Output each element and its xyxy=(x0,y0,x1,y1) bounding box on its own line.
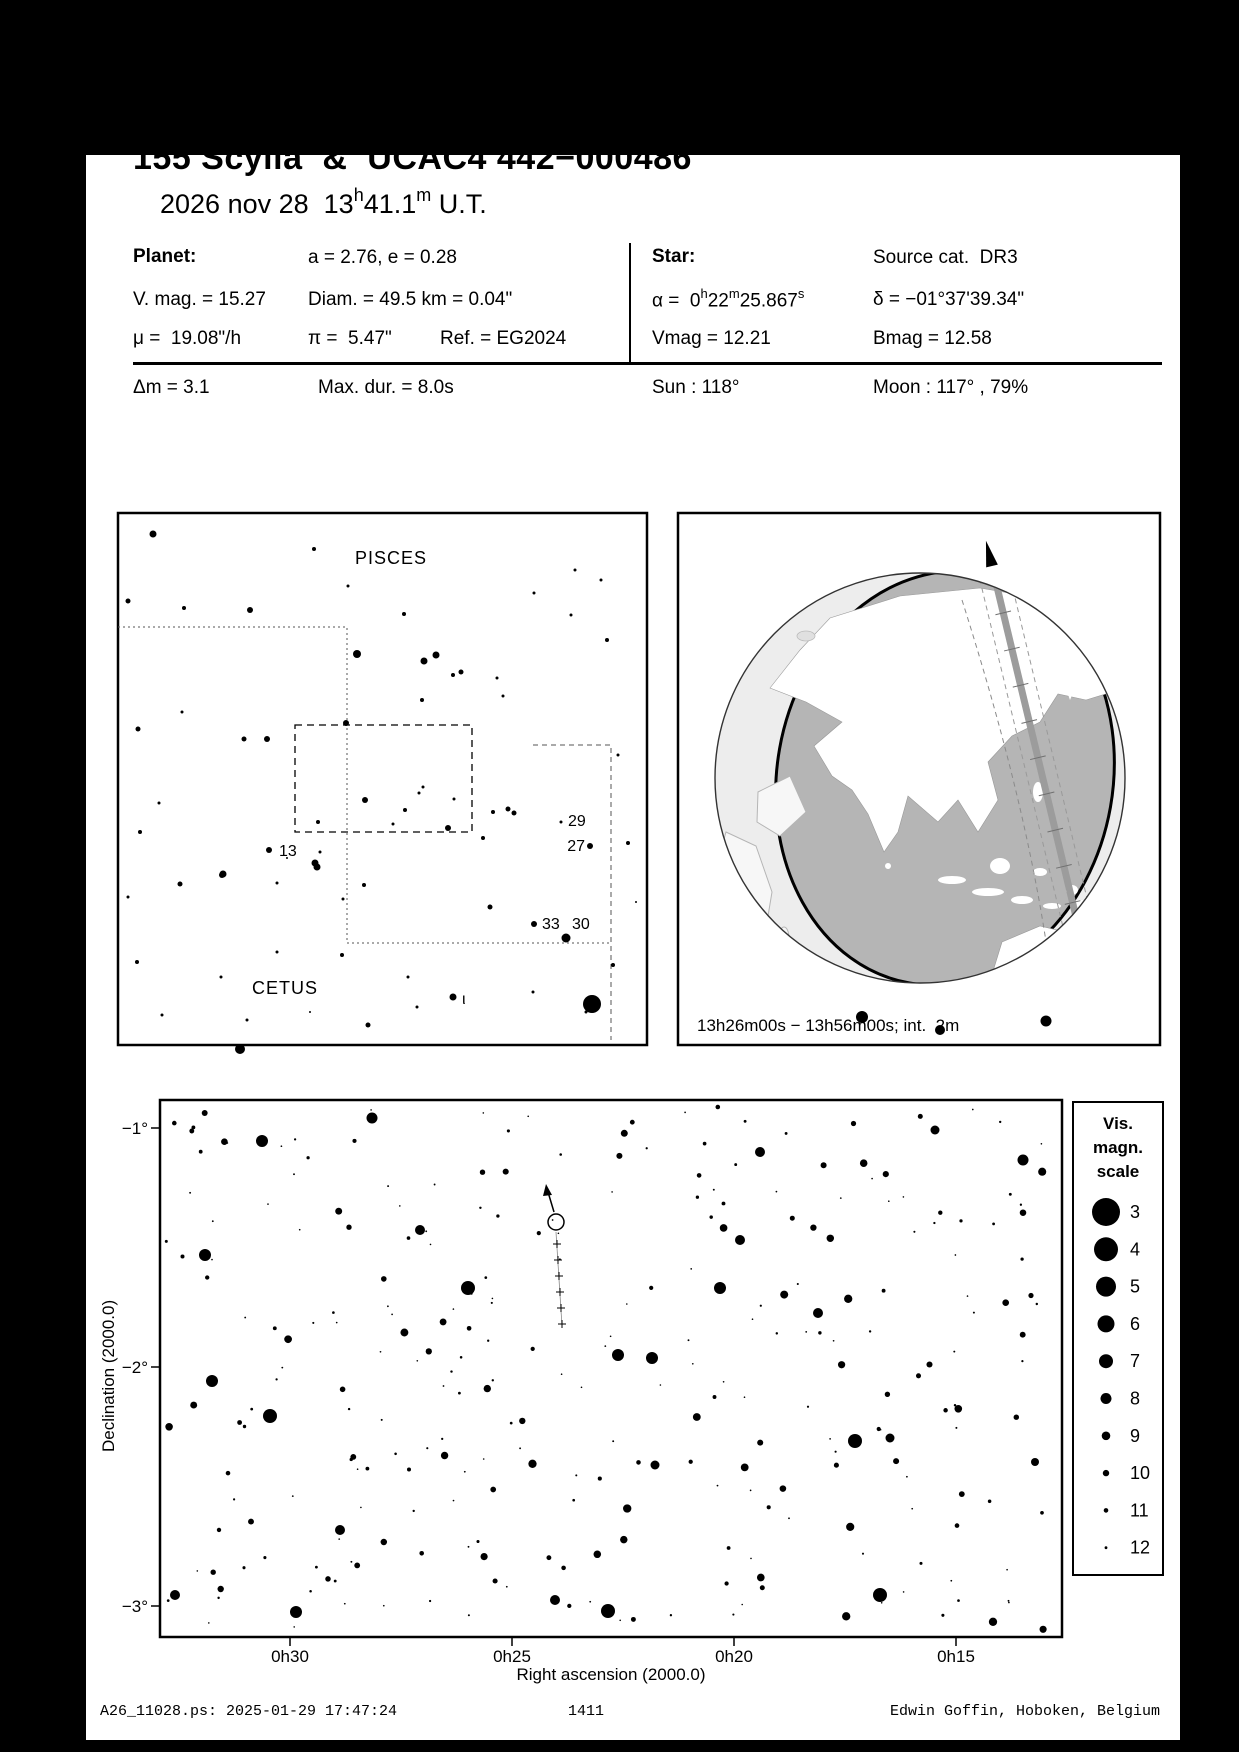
legend-mag-dot xyxy=(1105,1546,1108,1549)
finder-star xyxy=(635,901,637,903)
planet-orbit: a = 2.76, e = 0.28 xyxy=(308,247,457,268)
finder-star xyxy=(181,711,184,714)
finder-star xyxy=(491,810,495,814)
finder-star xyxy=(562,934,571,943)
sun-elongation: Sun : 118° xyxy=(652,377,740,398)
finder-star xyxy=(136,727,141,732)
finder-star xyxy=(161,1014,164,1017)
finder-star xyxy=(219,872,225,878)
star-bmag: Bmag = 12.58 xyxy=(873,328,992,349)
page-title: 155 Scylla & UCAC4 442−000486 xyxy=(133,139,692,177)
legend-mag-label: 4 xyxy=(1130,1239,1141,1260)
finder-star xyxy=(488,905,493,910)
ra-tick-label: 0h25 xyxy=(493,1647,531,1666)
source-catalog: Source cat. DR3 xyxy=(873,247,1018,268)
finder-star-label: 27 xyxy=(567,838,585,855)
star-ra: α = 0$^h$22$^m$25.867$^s$ xyxy=(652,286,805,312)
finder-star xyxy=(502,695,505,698)
finder-star xyxy=(433,652,440,659)
finder-star xyxy=(506,807,511,812)
legend-mag-label: 6 xyxy=(1130,1313,1141,1334)
finder-star xyxy=(459,670,464,675)
finder-star xyxy=(605,638,609,642)
finder-star xyxy=(312,547,316,551)
finder-star xyxy=(617,754,620,757)
dec-tick-label: −2° xyxy=(121,1358,148,1377)
finder-star xyxy=(418,792,421,795)
finder-star xyxy=(126,599,131,604)
finder-star xyxy=(309,1011,311,1013)
finder-star xyxy=(353,650,361,658)
ra-axis-title: Right ascension (2000.0) xyxy=(516,1665,706,1684)
star-dec: δ = −01°37'39.34" xyxy=(873,289,1025,310)
finder-star xyxy=(403,808,407,812)
finder-star xyxy=(276,951,279,954)
planet-diameter: Diam. = 49.5 km = 0.04" xyxy=(308,289,513,310)
legend-mag-label: 8 xyxy=(1130,1388,1141,1409)
finder-star xyxy=(392,823,395,826)
legend-title-line2: magn. xyxy=(1092,1138,1144,1157)
ephemeris-ref: Ref. = EG2024 xyxy=(440,328,567,349)
finder-star xyxy=(347,585,350,588)
constellation-cetus: CETUS xyxy=(252,978,319,998)
finder-star xyxy=(242,737,247,742)
planet-parallax: π = 5.47" xyxy=(308,328,392,349)
finder-star xyxy=(340,953,344,957)
finder-star xyxy=(246,1019,249,1022)
finder-star xyxy=(150,531,157,538)
finder-star xyxy=(343,720,349,726)
finder-star xyxy=(362,883,366,887)
finder-star xyxy=(587,843,593,849)
finder-chart-panel xyxy=(118,513,647,1045)
finder-star xyxy=(416,1006,419,1009)
footer-author: Edwin Goffin, Hoboken, Belgium xyxy=(889,1703,1160,1720)
finder-star xyxy=(362,797,368,803)
track-time-window: 13h26m00s − 13h56m00s; int. 2m xyxy=(697,1016,960,1035)
finder-star-label: 33 xyxy=(542,916,560,933)
legend-mag-label: 3 xyxy=(1130,1202,1141,1222)
island-landmass xyxy=(972,888,1004,896)
finder-star xyxy=(574,569,577,572)
finder-star xyxy=(266,847,272,853)
legend-mag-label: 12 xyxy=(1130,1537,1151,1558)
footer-filename: A26_11028.ps: 2025-01-29 17:47:24 xyxy=(100,1703,398,1720)
finder-star xyxy=(420,698,424,702)
finder-star xyxy=(451,673,455,677)
dec-axis-title: Declination (2000.0) xyxy=(99,1299,118,1452)
table-rule xyxy=(133,362,1162,365)
event-datetime: 2026 nov 28 13$^h$41.1$^m$ U.T. xyxy=(160,185,487,219)
legend-mag-dot xyxy=(1102,1432,1111,1441)
ra-tick-label: 0h15 xyxy=(937,1647,975,1666)
dec-tick-label: −1° xyxy=(121,1119,148,1138)
finder-star xyxy=(422,786,425,789)
ra-tick-label: 0h20 xyxy=(715,1647,753,1666)
finder-star xyxy=(127,896,130,899)
legend-mag-dot xyxy=(1092,1198,1120,1226)
island-landmass xyxy=(1033,868,1047,876)
finder-star xyxy=(445,825,451,831)
legend-mag-dot xyxy=(1103,1470,1109,1476)
finder-star xyxy=(481,836,485,840)
detail-chart-panel xyxy=(160,1100,1062,1637)
finder-star xyxy=(247,607,253,613)
finder-star xyxy=(560,821,563,824)
legend-mag-dot xyxy=(1101,1393,1112,1404)
finder-star xyxy=(264,736,270,742)
finder-star xyxy=(182,606,186,610)
legend-mag-label: 10 xyxy=(1130,1463,1151,1484)
finder-star xyxy=(178,882,183,887)
legend-mag-dot xyxy=(1094,1237,1118,1261)
finder-star xyxy=(276,882,279,885)
finder-star xyxy=(421,658,428,665)
finder-star xyxy=(316,820,320,824)
finder-star xyxy=(532,991,535,994)
finder-star xyxy=(531,921,537,927)
finder-star xyxy=(138,830,142,834)
island-landmass xyxy=(1011,896,1033,904)
finder-star xyxy=(600,579,603,582)
planet-vmag: V. mag. = 15.27 xyxy=(133,289,266,310)
finder-star xyxy=(135,960,139,964)
legend-mag-dot xyxy=(1104,1508,1109,1513)
legend-mag-label: 5 xyxy=(1130,1276,1141,1297)
dec-tick-label: −3° xyxy=(121,1597,148,1616)
legend-mag-dot xyxy=(1098,1315,1115,1332)
legend-mag-label: 7 xyxy=(1130,1351,1141,1372)
max-duration: Max. dur. = 8.0s xyxy=(318,377,454,398)
island-landmass xyxy=(990,858,1010,874)
finder-star xyxy=(626,841,630,845)
star-vmag: Vmag = 12.21 xyxy=(652,328,771,349)
finder-star-label: ι xyxy=(462,991,466,1008)
legend-mag-dot xyxy=(1096,1277,1116,1297)
planet-motion: μ = 19.08"/h xyxy=(133,328,242,349)
finder-star-label: 13 xyxy=(279,843,297,860)
finder-star-label: 30 xyxy=(572,916,590,933)
finder-star xyxy=(570,614,573,617)
star-label: Star: xyxy=(652,246,696,267)
finder-star xyxy=(312,860,319,867)
finder-star xyxy=(611,963,615,967)
constellation-pisces: PISCES xyxy=(355,548,428,568)
finder-star xyxy=(402,612,406,616)
finder-star xyxy=(407,976,410,979)
finder-star xyxy=(366,1023,371,1028)
ra-tick-label: 0h30 xyxy=(271,1647,309,1666)
finder-star xyxy=(158,802,161,805)
finder-star xyxy=(220,976,223,979)
planet-label: Planet: xyxy=(133,246,197,267)
island-landmass xyxy=(938,876,966,884)
finder-star xyxy=(512,811,517,816)
finder-star xyxy=(496,677,499,680)
mag-drop: Δm = 3.1 xyxy=(133,377,210,398)
finder-star xyxy=(450,994,457,1001)
legend-mag-label: 11 xyxy=(1130,1500,1149,1521)
legend-title-line1: Vis. xyxy=(1103,1114,1133,1133)
finder-star xyxy=(453,798,456,801)
table-divider xyxy=(629,243,631,363)
legend-mag-dot xyxy=(1099,1354,1113,1368)
finder-star xyxy=(319,851,322,854)
finder-star xyxy=(533,592,536,595)
finder-star-label: 29 xyxy=(568,813,586,830)
finder-star xyxy=(342,898,345,901)
legend-title-line3: scale xyxy=(1096,1162,1140,1181)
legend-mag-label: 9 xyxy=(1130,1425,1141,1446)
moon-elongation: Moon : 117° , 79% xyxy=(873,377,1029,398)
footer-page-number: 1411 xyxy=(567,1703,604,1720)
